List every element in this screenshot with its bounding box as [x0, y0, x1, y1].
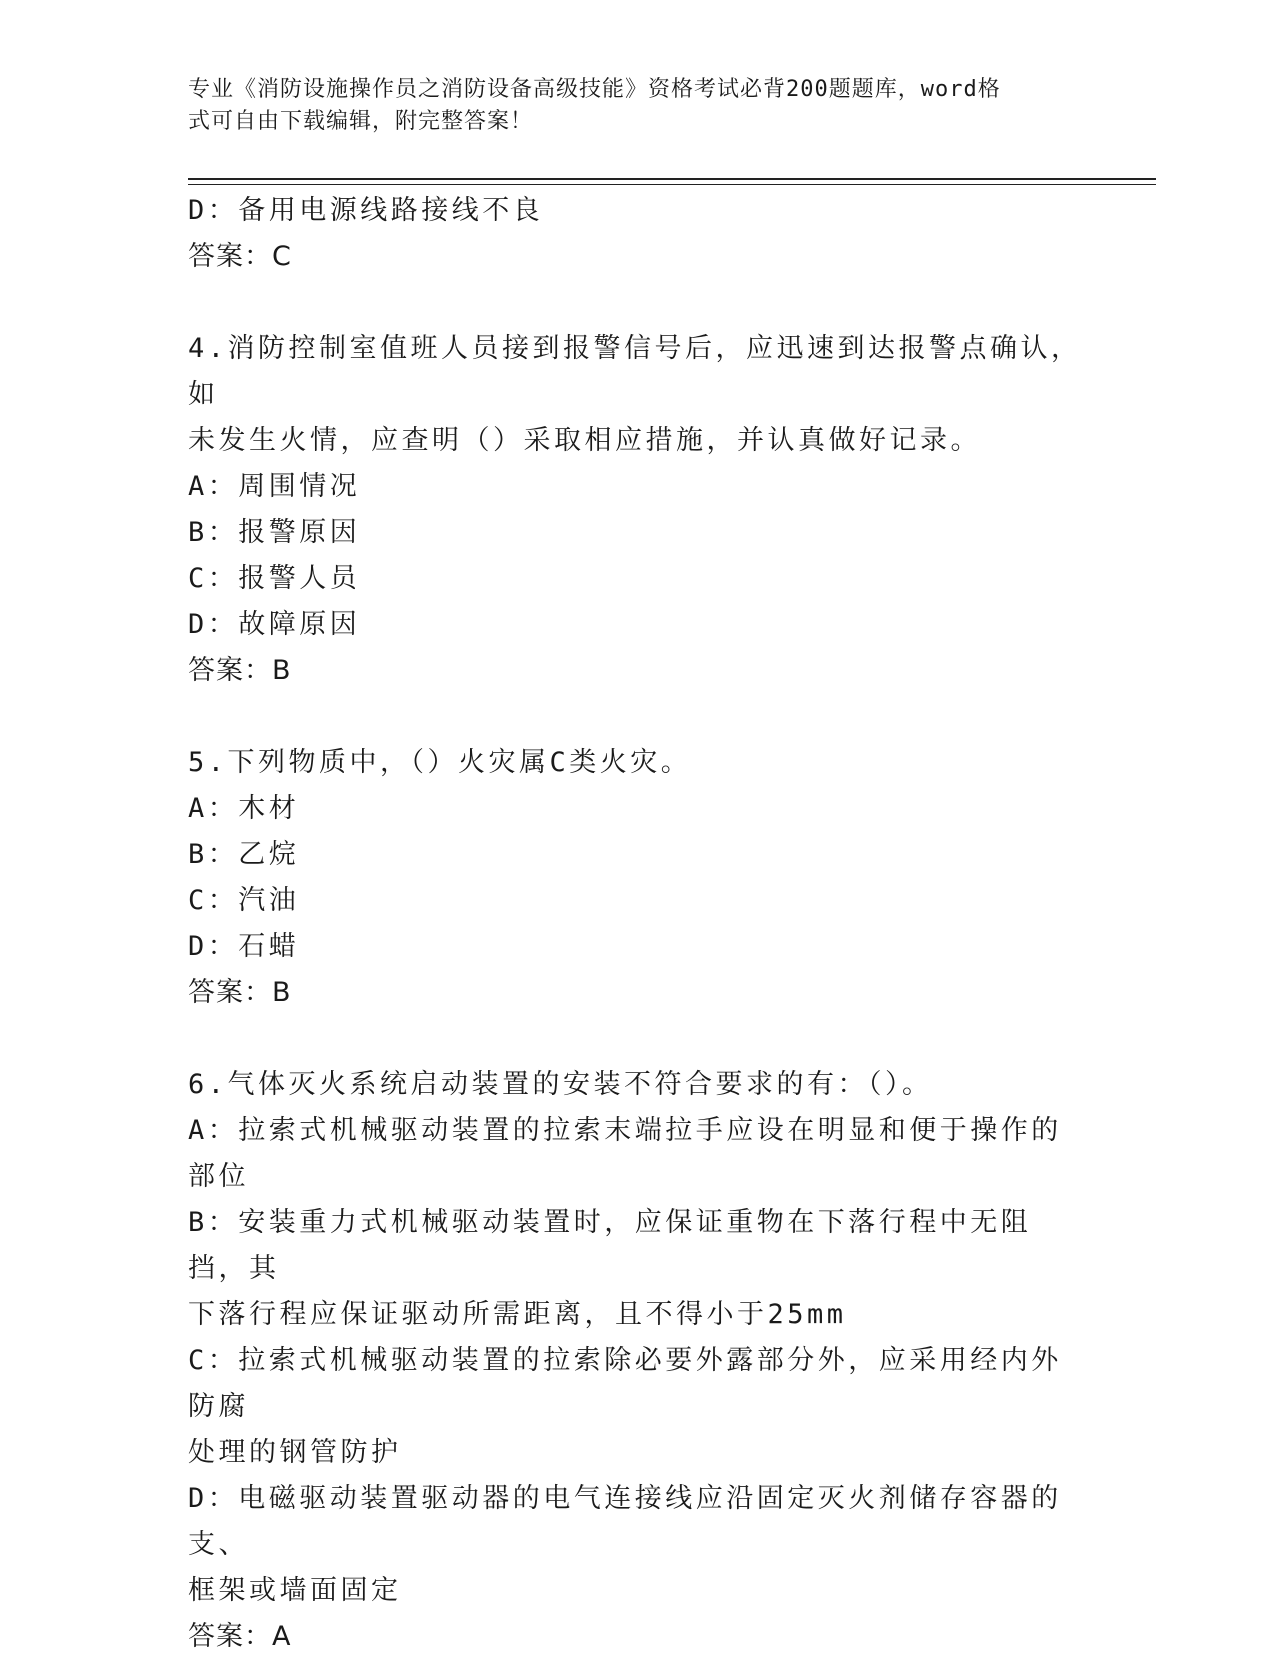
question-6 — [188, 1062, 1088, 1660]
answer: 答案：B — [188, 655, 292, 686]
option-a: A：木材 — [188, 793, 300, 824]
question-5 — [188, 740, 1088, 1016]
question-stem-cont: 未发生火情，应查明（）采取相应措施，并认真做好记录。 — [188, 425, 981, 456]
question-stem: 4.消防控制室值班人员接到报警信号后，应迅速到达报警点确认，如 — [188, 333, 1082, 410]
document-header — [188, 74, 1088, 138]
document-body — [188, 188, 1088, 1660]
option-d: D：电磁驱动装置驱动器的电气连接线应沿固定灭火剂储存容器的支、 — [188, 1483, 1062, 1560]
option-b: B：报警原因 — [188, 517, 361, 548]
header-line-1: 专业《消防设施操作员之消防设备高级技能》资格考试必背200题题库，word格 — [188, 77, 1001, 102]
option-b: B：安装重力式机械驱动装置时，应保证重物在下落行程中无阻挡，其 — [188, 1207, 1032, 1284]
answer: 答案：C — [188, 241, 292, 272]
question-stem: 6.气体灭火系统启动装置的安装不符合要求的有：（）。 — [188, 1069, 933, 1100]
option-d: D：石蜡 — [188, 931, 300, 962]
header-line-2: 式可自由下载编辑，附完整答案！ — [188, 109, 534, 134]
option-d: D：故障原因 — [188, 609, 361, 640]
option-d: D：备用电源线路接线不良 — [188, 195, 544, 226]
option-b-cont: 下落行程应保证驱动所需距离，且不得小于25mm — [188, 1299, 847, 1330]
option-a: A：周围情况 — [188, 471, 361, 502]
option-c: C：汽油 — [188, 885, 300, 916]
option-c: C：拉索式机械驱动装置的拉索除必要外露部分外，应采用经内外防腐 — [188, 1345, 1062, 1422]
header-rule-thick — [188, 178, 1156, 180]
option-b: B：乙烷 — [188, 839, 300, 870]
option-c: C：报警人员 — [188, 563, 361, 594]
option-a: A：拉索式机械驱动装置的拉索末端拉手应设在明显和便于操作的部位 — [188, 1115, 1062, 1192]
header-rule-thin — [188, 184, 1156, 185]
previous-question-tail — [188, 188, 1088, 280]
question-4 — [188, 326, 1088, 694]
option-c-cont: 处理的钢管防护 — [188, 1437, 402, 1468]
question-stem: 5.下列物质中，（）火灾属C类火灾。 — [188, 747, 692, 778]
answer: 答案：B — [188, 977, 292, 1008]
option-d-cont: 框架或墙面固定 — [188, 1575, 402, 1606]
answer: 答案：A — [188, 1621, 292, 1652]
